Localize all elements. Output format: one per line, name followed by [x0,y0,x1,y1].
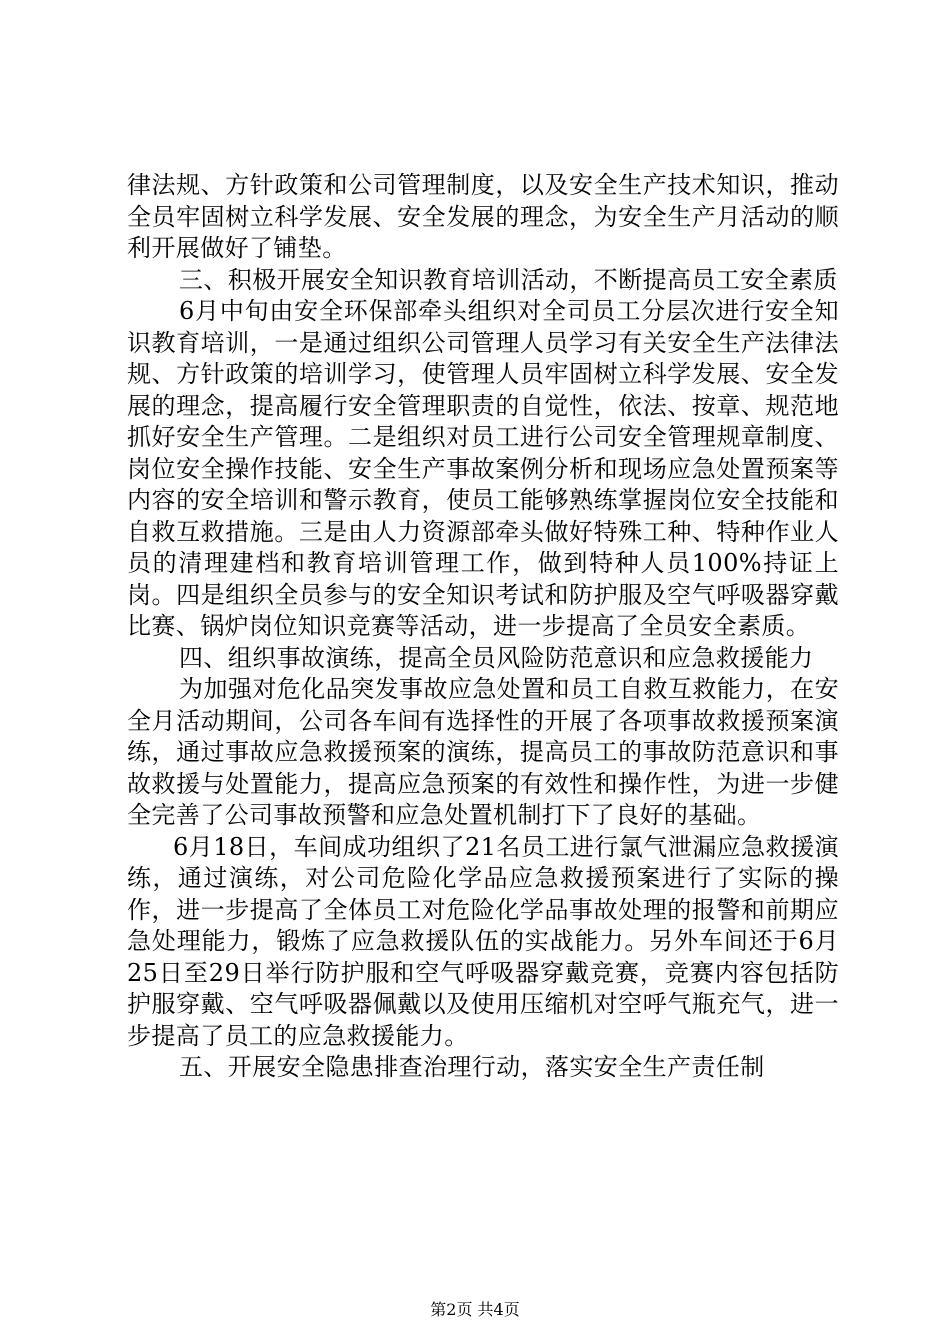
page-footer: 第2页 共4页 [430,1300,520,1319]
paragraph-drill-details: 6月18日，车间成功组织了21名员工进行氯气泄漏应急救援演练，通过演练，对公司危险化学品应急救援预案进行了实际的操作，进一步提高了全体员工对危险化学品事故处理的报警和前期应急处理能力，锻炼了应急救援队伍的实战能力。另外车间还于6月25日至29日举行防护服和空气呼吸器穿戴竞赛，竞赛内容包括防护服穿戴、空气呼吸器佩戴以及使用压缩机对空呼气瓶充气，进一步提高了员工的应急救援能力。 [127,832,839,1050]
paragraph-drill-overview: 为加强对危化品突发事故应急处置和员工自救互救能力，在安全月活动期间，公司各车间有选择性的开展了各项事故救援预案演练，通过事故应急救援预案的演练，提高员工的事故防范意识和事故救援与处置能力，提高应急预案的有效性和操作性，为进一步健全完善了公司事故预警和应急处置机制打下了良好的基础。 [127,675,839,829]
document-body [127,170,839,1084]
paragraph-training: 6月中旬由安全环保部牵头组织对全司员工分层次进行安全知识教育培训，一是通过组织公司管理人员学习有关安全生产法律法规、方针政策的培训学习，使管理人员牢固树立科学发展、安全发展的理念，提高履行安全管理职责的自觉性，依法、按章、规范地抓好安全生产管理。二是组织对员工进行公司安全管理规章制度、岗位安全操作技能、安全生产事故案例分析和现场应急处置预案等内容的安全培训和警示教育，使员工能够熟练掌握岗位安全技能和自救互救措施。三是由人力资源部牵头做好特殊工种、特种作业人员的清理建档和教育培训管理工作，做到特种人员100%持证上岗。四是组织全员参与的安全知识考试和防护服及空气呼吸器穿戴比赛、锅炉岗位知识竞赛等活动，进一步提高了全员安全素质。 [127,297,839,640]
section-heading-5: 五、开展安全隐患排查治理行动，落实安全生产责任制 [179,1053,765,1081]
section-heading-3: 三、积极开展安全知识教育培训活动，不断提高员工安全素质 [179,265,838,294]
paragraph-continuation: 律法规、方针政策和公司管理制度，以及安全生产技术知识，推动全员牢固树立科学发展、安全发展的理念，为安全生产月活动的顺利开展做好了铺垫。 [127,171,839,262]
section-heading-4: 四、组织事故演练，提高全员风险防范意识和应急救援能力 [179,643,814,672]
